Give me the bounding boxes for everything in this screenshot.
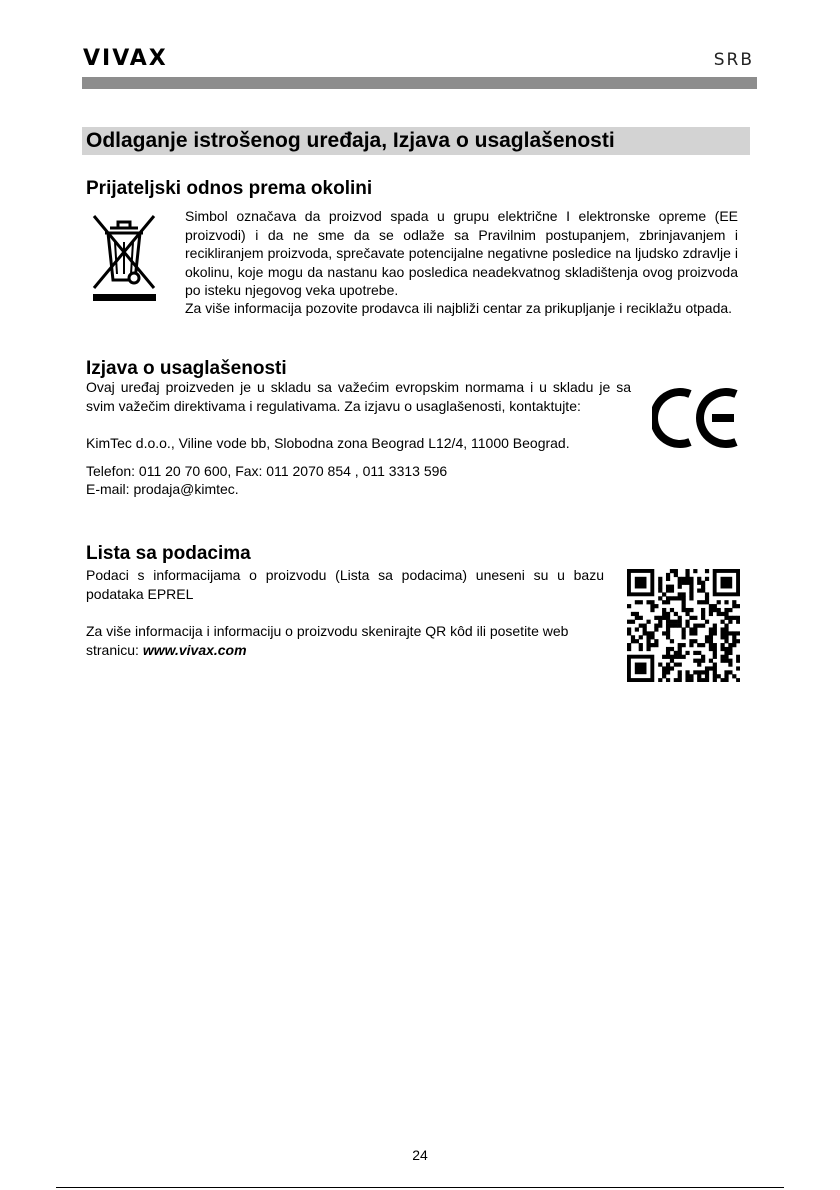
conformity-heading: Izjava o usaglašenosti bbox=[86, 358, 287, 379]
qr-code-icon bbox=[627, 569, 740, 682]
footer-line bbox=[56, 1187, 784, 1188]
eco-paragraph: Simbol označava da proizvod spada u grupu električne I elektronske opreme (EE proizvodi) i da ne sme da se odlaže sa Pravilnim postupanjem, zbrinjavanjem i recikliranjem proizvoda, sprečavate potencijalne negativne posledice na ljudsko zdravlje i okolinu, koje mogu da nastanu kao posledica neadekvatnog skladištenja ovog proizvoda po isteku njegovog veka upotrebe. bbox=[185, 208, 738, 298]
conformity-phone: Telefon: 011 20 70 600, Fax: 011 2070 854 , 011 3313 596 bbox=[86, 463, 448, 479]
header-bar bbox=[82, 77, 757, 89]
conformity-email: E-mail: prodaja@kimtec. bbox=[86, 481, 239, 497]
eco-heading: Prijateljski odnos prema okolini bbox=[86, 178, 373, 199]
datasheet-heading: Lista sa podacima bbox=[86, 543, 251, 564]
eco-paragraph-2: Za više informacija pozovite prodavca ili najbliži centar za prikupljanje i reciklažu otpada. bbox=[185, 300, 733, 316]
language-code: SRB bbox=[713, 50, 754, 70]
section-title: Odlaganje istrošenog uređaja, Izjava o usaglašenosti bbox=[86, 129, 615, 152]
page-number: 24 bbox=[412, 1147, 428, 1163]
datasheet-paragraph: Podaci s informacijama o proizvodu (Lista sa podacima) uneseni su u bazu podataka EPREL bbox=[86, 567, 604, 602]
website-link[interactable]: www.vivax.com bbox=[142, 641, 247, 658]
conformity-address: KimTec d.o.o., Viline vode bb, Slobodna zona Beograd L12/4, 11000 Beograd. bbox=[86, 435, 570, 451]
datasheet-paragraph-2 bbox=[86, 622, 611, 659]
conformity-paragraph: Ovaj uređaj proizveden je u skladu sa važećim evropskim normama i u skladu je sa svim važečim direktivama i regulativama. Za izjavu o usaglašenosti, kontaktujte: bbox=[86, 379, 631, 414]
weee-crossed-bin-icon bbox=[88, 208, 160, 304]
ce-mark-icon bbox=[652, 386, 740, 450]
brand-logo: VIVAX bbox=[83, 46, 168, 71]
datasheet-text: Za više informacija i informaciju o proizvodu skenirajte QR kôd ili posetite web stranicu: bbox=[86, 623, 569, 658]
